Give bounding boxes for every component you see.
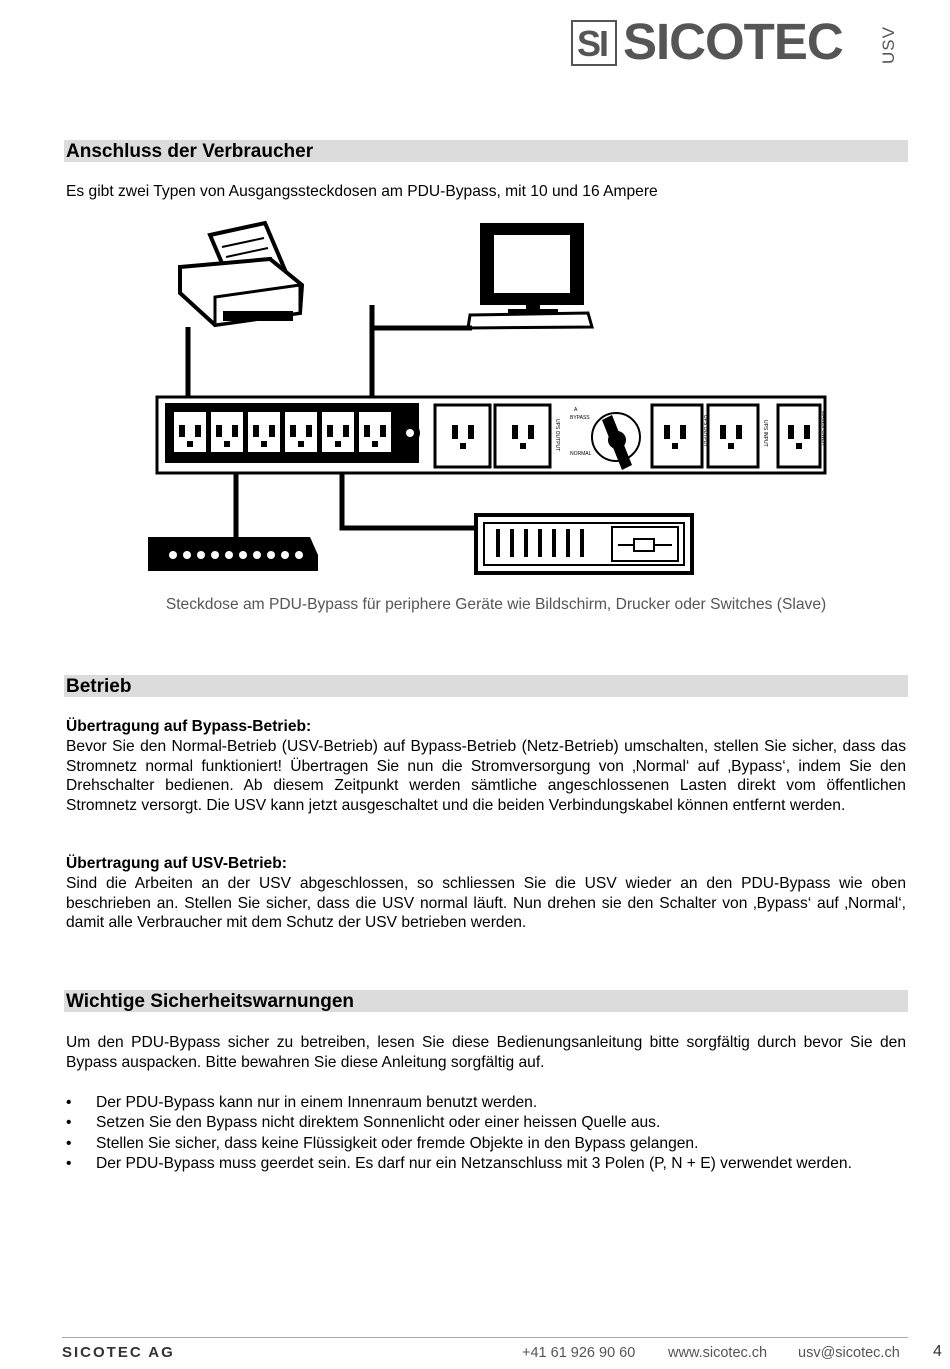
bypass-a-label: A (574, 407, 578, 413)
ups-output-label-1: UPS OUTPUT (554, 419, 560, 452)
ups-output-label-2: UPS OUTPUT (702, 415, 708, 448)
logo-mark-text: SI (577, 23, 608, 64)
footer-email-link[interactable]: usv@sicotec.ch (798, 1345, 900, 1361)
section-intro-connection: Es gibt zwei Typen von Ausgangssteckdosen am PDU-Bypass, mit 10 und 16 Ampere (66, 183, 658, 200)
section-heading-connection: Anschluss der Verbraucher (64, 140, 908, 162)
company-logo (571, 13, 909, 70)
paragraph-ups-mode: Sind die Arbeiten an der USV abgeschlossen, so schliessen Sie die USV wieder an den PDU-Bypass wie oben beschrieben an. Stellen Sie sicher, dass die USV normal läuft. Nun drehen sie den Schalter von ‚Bypass‘ auf ‚Normal‘, damit alle Verbraucher mit dem Schutz der USV betrieben werden. (66, 875, 906, 932)
subheading-ups-mode: Übertragung auf USV-Betrieb: (66, 855, 287, 872)
safety-list (66, 1093, 906, 1175)
footer-website-link[interactable]: www.sicotec.ch (668, 1345, 768, 1361)
list-item: • Stellen Sie sicher, dass keine Flüssigkeit oder fremde Objekte in den Bypass gelangen. (66, 1134, 906, 1154)
paragraph-bypass-mode: Bevor Sie den Normal-Betrieb (USV-Betrieb) auf Bypass-Betrieb (Netz-Betrieb) umschalten, stellen Sie sicher, dass das Stromnetz normal funktioniert! Übertragen Sie nun die Stromversorgung von ‚Normal‘ auf ‚Bypass‘, indem Sie den Drehschalter bedienen. Ab diesem Zeitpunkt werden sämtliche angeschlossenen Lasten direkt vom öffentlichen Stromnetz versorgt. Die USV kann jetzt ausgeschaltet und die beiden Verbindungskabel können entfernt werden. (66, 738, 906, 814)
section-heading-safety: Wichtige Sicherheitswarnungen (64, 990, 908, 1012)
ups-input-label: UPS INPUT (762, 420, 768, 447)
figure-caption: Steckdose am PDU-Bypass für periphere Geräte wie Bildschirm, Drucker oder Switches (Slave) (165, 596, 827, 613)
network-switch-icon (148, 537, 318, 571)
paragraph-safety-intro: Um den PDU-Bypass sicher zu betreiben, lesen Sie diese Bedienungsanleitung bitte sorgfältig durch bevor Sie den Bypass auspacken. Bitte bewahren Sie diese Anleitung sorgfältig auf. (66, 1034, 906, 1071)
list-item: • Der PDU-Bypass muss geerdet sein. Es darf nur ein Netzanschluss mit 3 Polen (P, N + E) verwendet werden. (66, 1154, 906, 1174)
list-item: • Setzen Sie den Bypass nicht direktem Sonnenlicht oder einer heissen Quelle aus. (66, 1113, 906, 1133)
subheading-bypass-mode: Übertragung auf Bypass-Betrieb: (66, 718, 312, 735)
footer-phone: +41 61 926 90 60 (522, 1345, 636, 1361)
list-item: • Der PDU-Bypass kann nur in einem Innenraum benutzt werden. (66, 1093, 906, 1113)
footer-company: SICOTEC AG (62, 1344, 175, 1361)
printer-icon (180, 223, 302, 325)
logo-mark (571, 20, 617, 66)
page-number: 4 (933, 1343, 942, 1360)
section-heading-operation: Betrieb (64, 675, 908, 697)
logo-sub: USV (879, 26, 898, 64)
footer-divider (62, 1337, 908, 1338)
pdu-bypass-unit (157, 397, 826, 473)
mainspower-label: MAINSPOWER (820, 411, 826, 446)
server-icon (476, 515, 692, 573)
logo-wordmark: SICOTEC (623, 13, 843, 70)
bypass-label: BYPASS (570, 415, 590, 421)
monitor-icon (468, 223, 592, 328)
connection-diagram (140, 215, 840, 585)
normal-label: NORMAL (570, 451, 592, 457)
